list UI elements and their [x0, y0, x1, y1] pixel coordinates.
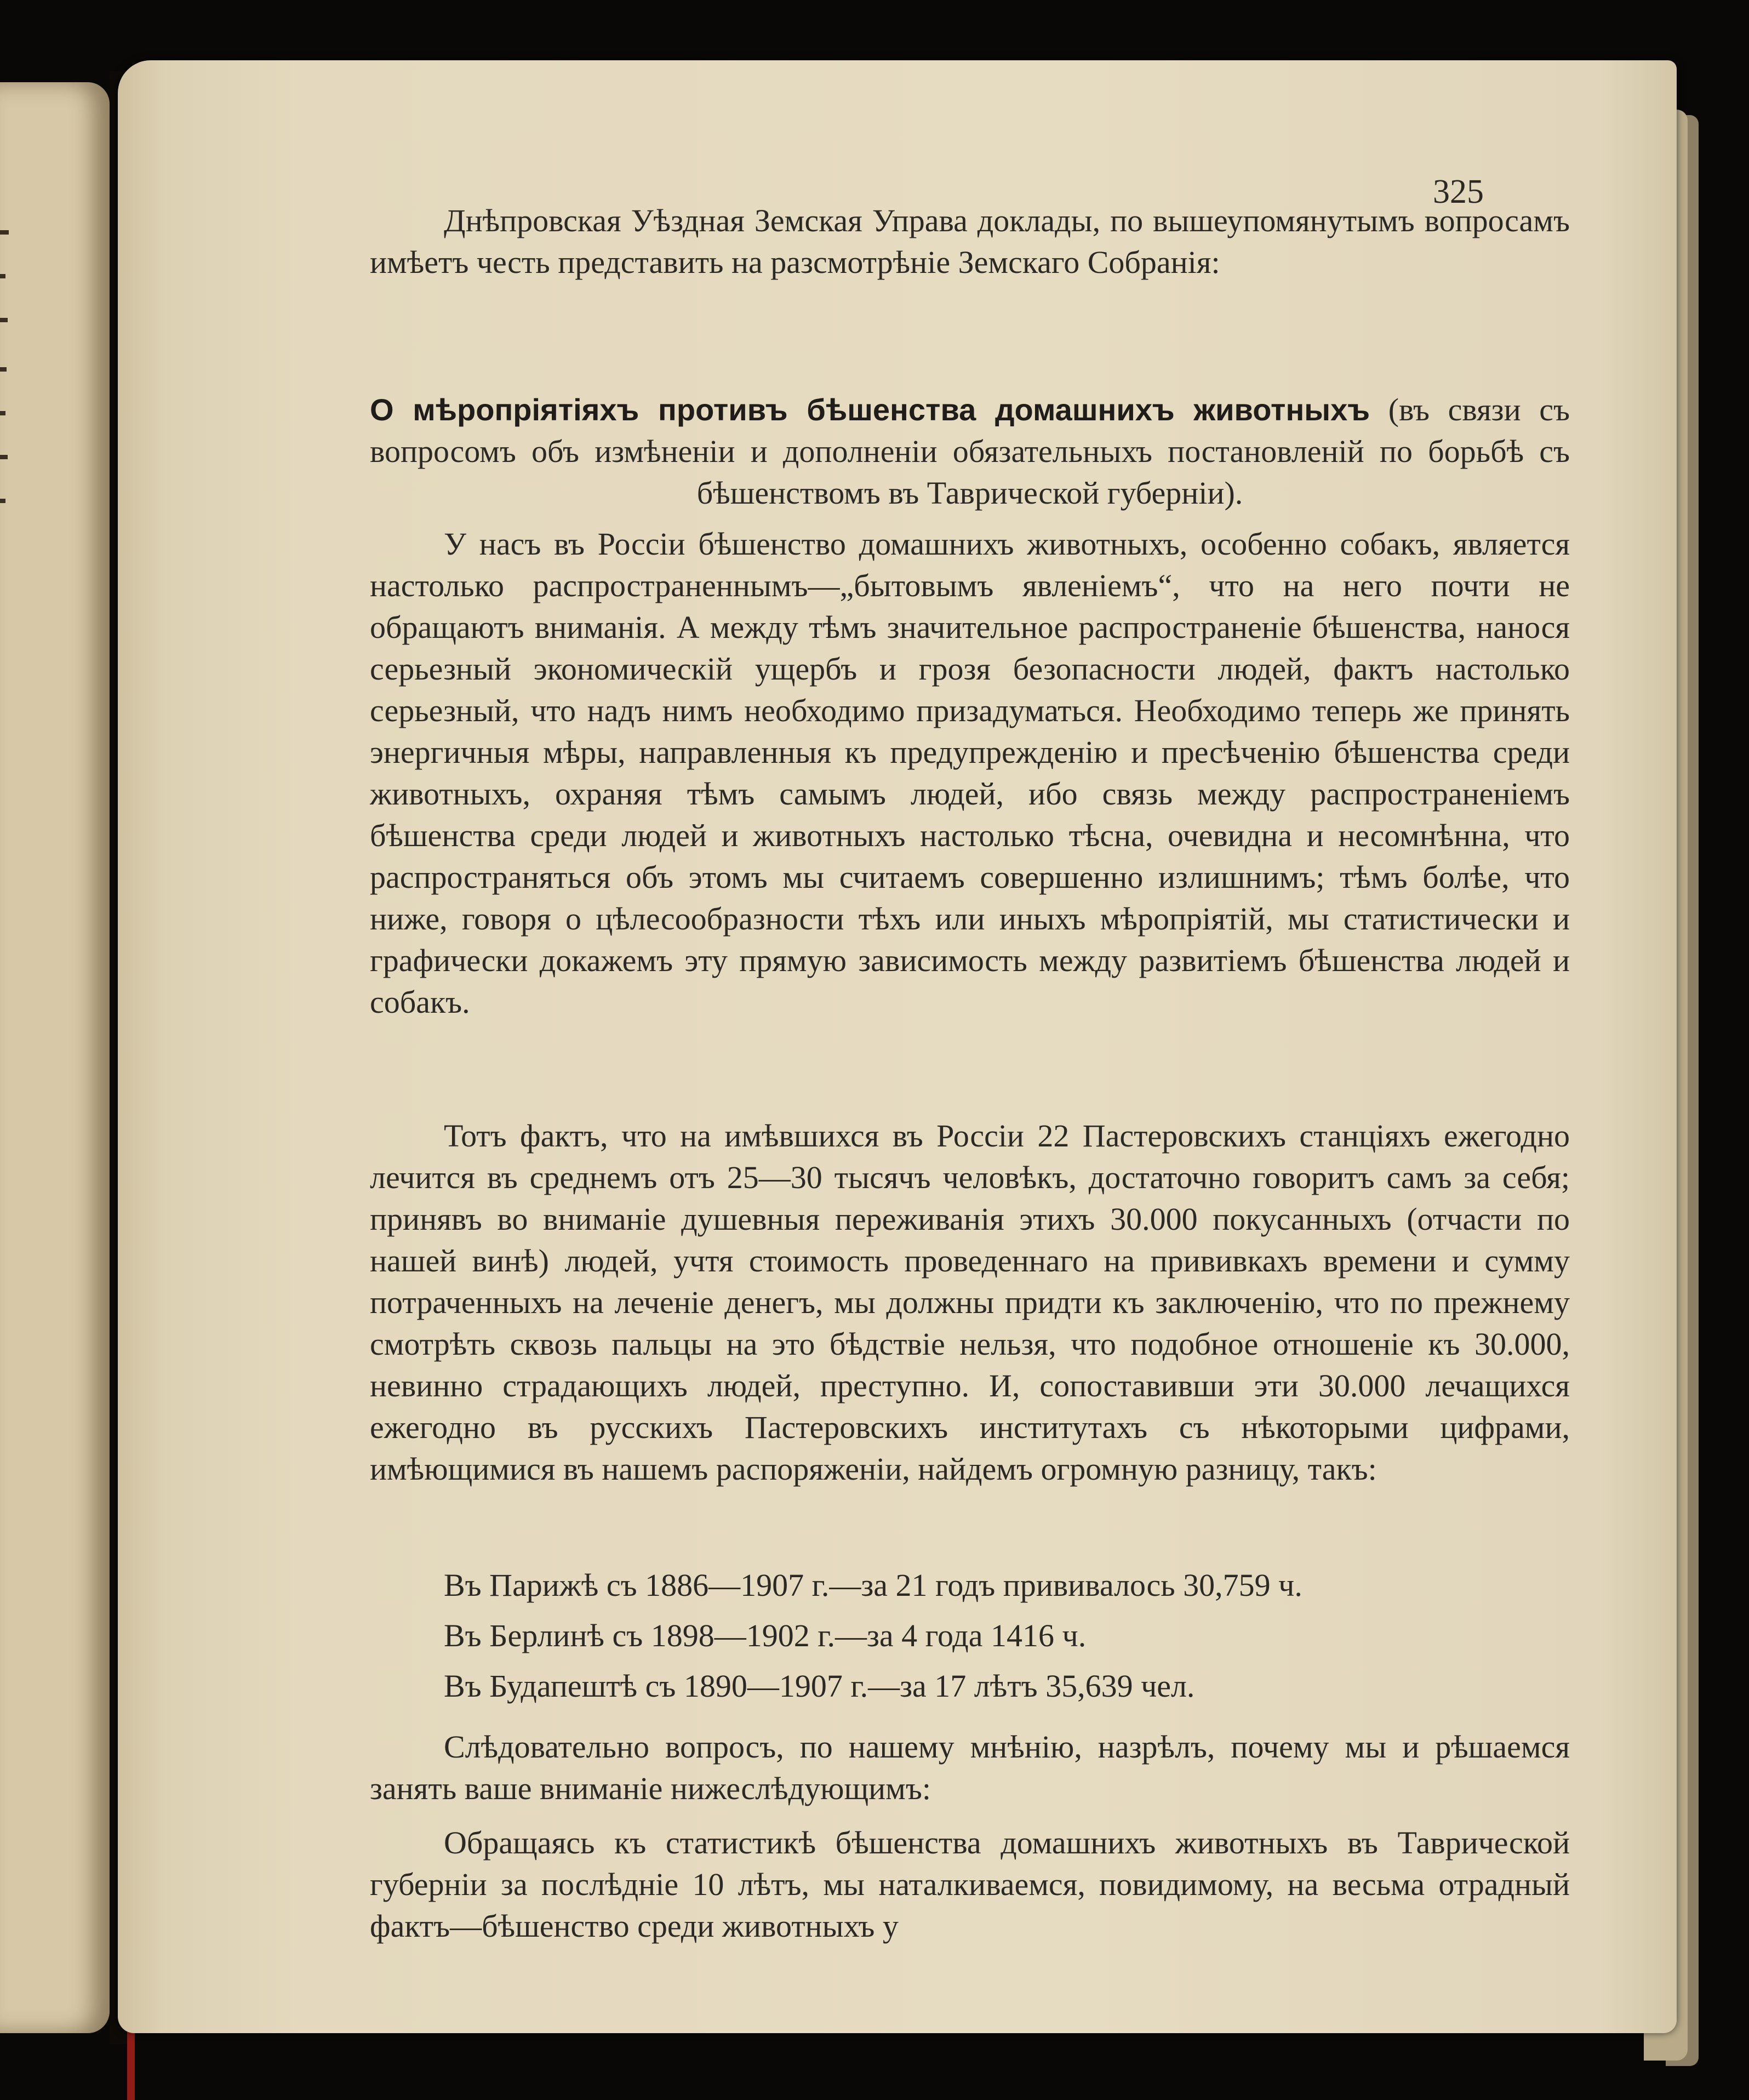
list-item-paris: Въ Парижѣ съ 1886—1907 г.—за 21 годъ прививалось 30,759 ч.	[444, 1567, 1302, 1603]
list-item-berlin: Въ Берлинѣ съ 1898—1902 г.—за 4 года 1416 ч.	[444, 1618, 1087, 1653]
paragraph-rabies-russia: У насъ въ Россіи бѣшенство домашнихъ животныхъ, особенно собакъ, является настолько распространеннымъ—„бытовымъ явленіемъ“, что на него почти не обращаютъ вниманія. А между тѣмъ значительное распространеніе бѣшенства, нанося серьезный экономическій ущербъ и грозя безопасности людей, фактъ настолько серьезный, что надъ нимъ необходимо призадуматься. Необходимо теперь же принять энергичныя мѣры, направленныя къ предупрежденію и пресѣченію бѣшенства среди животныхъ, охраняя тѣмъ самымъ людей, ибо связь между распространеніемъ бѣшенства среди людей и животныхъ настолько тѣсна, очевидна и несомнѣнна, что распространяться объ этомъ мы считаемъ совершенно излишнимъ; тѣмъ болѣе, что ниже, говоря о цѣлесообразности тѣхъ или иныхъ мѣропріятій, мы статистически и графически докажемъ эту прямую зависимость между развитіемъ бѣшенства людей и собакъ.	[370, 526, 1570, 1020]
intro-paragraph: Днѣпровская Уѣздная Земская Управа доклады, по вышеупомянутымъ вопросамъ имѣетъ честь представить на разсмотрѣніе Земскаго Собранія:	[370, 203, 1570, 280]
page-number: 325	[1433, 173, 1484, 210]
book-page	[118, 60, 1677, 2033]
paragraph-pasteur-stations: Тотъ фактъ, что на имѣвшихся въ Россіи 22 Пастеровскихъ станціяхъ ежегодно лечится въ среднемъ отъ 25—30 тысячъ человѣкъ, достаточно говоритъ самъ за себя; принявъ во вниманіе душевныя переживанія этихъ 30.000 покусанныхъ (отчасти по нашей винѣ) людей, учтя стоимость проведеннаго на прививкахъ времени и сумму потраченныхъ на леченіе денегъ, мы должны придти къ заключенію, что по прежнему смотрѣть сквозь пальцы на это бѣдствіе нельзя, что подобное отношеніе къ 30.000, невинно страдающихъ людей, преступно. И, сопоставивши эти 30.000 лечащихся ежегодно въ русскихъ Пастеровскихъ институтахъ съ нѣкоторыми цифрами, имѣющимися въ нашемъ распоряженіи, найдемъ огромную разницу, такъ:	[370, 1118, 1570, 1487]
facing-page-edge	[0, 82, 110, 2033]
section-heading	[370, 389, 1570, 514]
paragraph-statistics: Обращаясь къ статистикѣ бѣшенства домашнихъ животныхъ въ Таврической губерніи за послѣдніе 10 лѣтъ, мы наталкиваемся, повидимому, на весьма отрадный фактъ—бѣшенство среди животныхъ у	[370, 1825, 1570, 1944]
paragraph-conclusion: Слѣдовательно вопросъ, по нашему мнѣнію, назрѣлъ, почему мы и рѣшаемся занять ваше вниманіе нижеслѣдующимъ:	[370, 1729, 1570, 1806]
list-item-budapest: Въ Будапештѣ съ 1890—1907 г.—за 17 лѣтъ 35,639 чел.	[444, 1668, 1195, 1704]
heading-title: О мѣропріятіяхъ противъ бѣшенства домашнихъ животныхъ	[370, 392, 1370, 427]
heading-subtitle: (въ связи съ вопросомъ объ измѣненіи и дополненіи обязательныхъ постановленій по борьбѣ съ бѣшенствомъ въ Таврической губерніи).	[370, 392, 1570, 511]
